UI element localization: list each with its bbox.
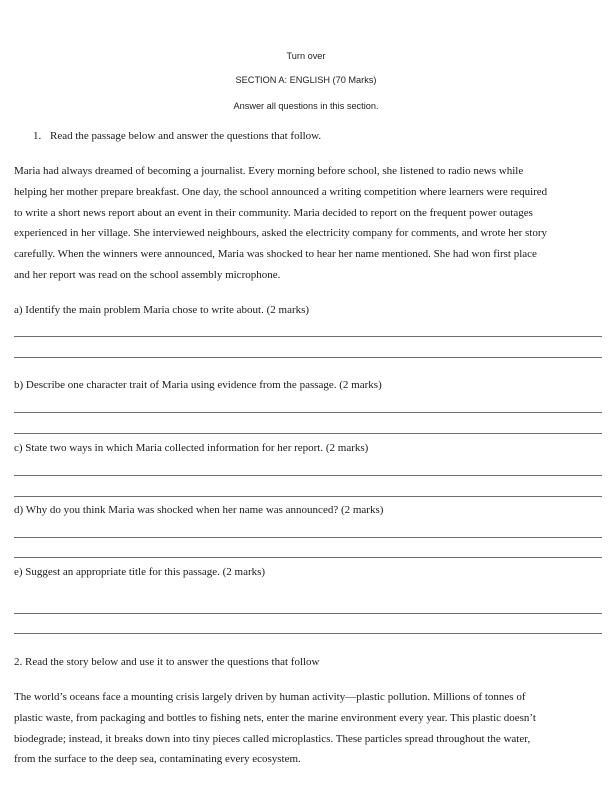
passage-line: from the surface to the deep sea, contaminating every ecosystem. (14, 753, 301, 766)
question-1b-label: b) Describe one character trait of Maria using evidence from the passage. (2 marks) (14, 379, 382, 391)
passage-line: to write a short news report about an event in their community. Maria decided to report on the frequent power outages (14, 206, 533, 219)
answer-line-1b-2[interactable] (14, 433, 602, 434)
passage-line: experienced in her village. She interviewed neighbours, asked the electricity company for comments, and wrote her story (14, 227, 548, 240)
answer-line-1e-2[interactable] (14, 633, 602, 634)
passage-line: plastic waste, from packaging and bottles to fishing nets, enter the marine environment every year. This plastic doesn’t (14, 711, 536, 724)
answer-line-1e-1[interactable] (14, 613, 602, 614)
answer-line-1c-1[interactable] (14, 475, 602, 476)
answer-line-1c-2[interactable] (14, 496, 602, 497)
question-1d-label: d) Why do you think Maria was shocked when her name was announced? (2 marks) (14, 504, 384, 516)
passage-line: Maria had always dreamed of becoming a journalist. Every morning before school, she listened to radio news while (14, 165, 524, 177)
question-1-prompt: Read the passage below and answer the questions that follow. (50, 130, 322, 142)
answer-line-1d-1[interactable] (14, 537, 602, 538)
passage-line: The world’s oceans face a mounting crisis largely driven by human activity—plastic pollution. Millions of tonnes of (14, 691, 526, 703)
passage-line: and her report was read on the school assembly microphone. (14, 268, 281, 281)
passage-line: carefully. When the winners were announced, Maria was shocked to hear her name mentioned. She had won first place (14, 248, 537, 261)
question-2-passage (14, 687, 604, 770)
answer-line-1b-1[interactable] (14, 412, 602, 413)
question-1e-label: e) Suggest an appropriate title for this passage. (2 marks) (14, 566, 266, 578)
question-1a-label: a) Identify the main problem Maria chose to write about. (2 marks) (14, 304, 310, 316)
section-title: SECTION A: ENGLISH (70 Marks) (235, 75, 377, 85)
answer-line-1a-1[interactable] (14, 336, 602, 337)
answer-line-1d-2[interactable] (14, 557, 602, 558)
question-1c-label: c) State two ways in which Maria collected information for her report. (2 marks) (14, 442, 369, 454)
passage-line: helping her mother prepare breakfast. One day, the school announced a writing competition where learners were required (14, 185, 548, 198)
question-1-passage (14, 161, 604, 286)
question-1-number: 1. (33, 130, 42, 142)
question-2-prompt: 2. Read the story below and use it to answer the questions that follow (14, 656, 320, 668)
answer-line-1a-2[interactable] (14, 357, 602, 358)
passage-line: biodegrade; instead, it breaks down into tiny pieces called microplastics. These particles spread throughout the water, (14, 732, 531, 745)
section-instruction: Answer all questions in this section. (233, 101, 379, 111)
turn-over-note: Turn over (286, 51, 326, 61)
